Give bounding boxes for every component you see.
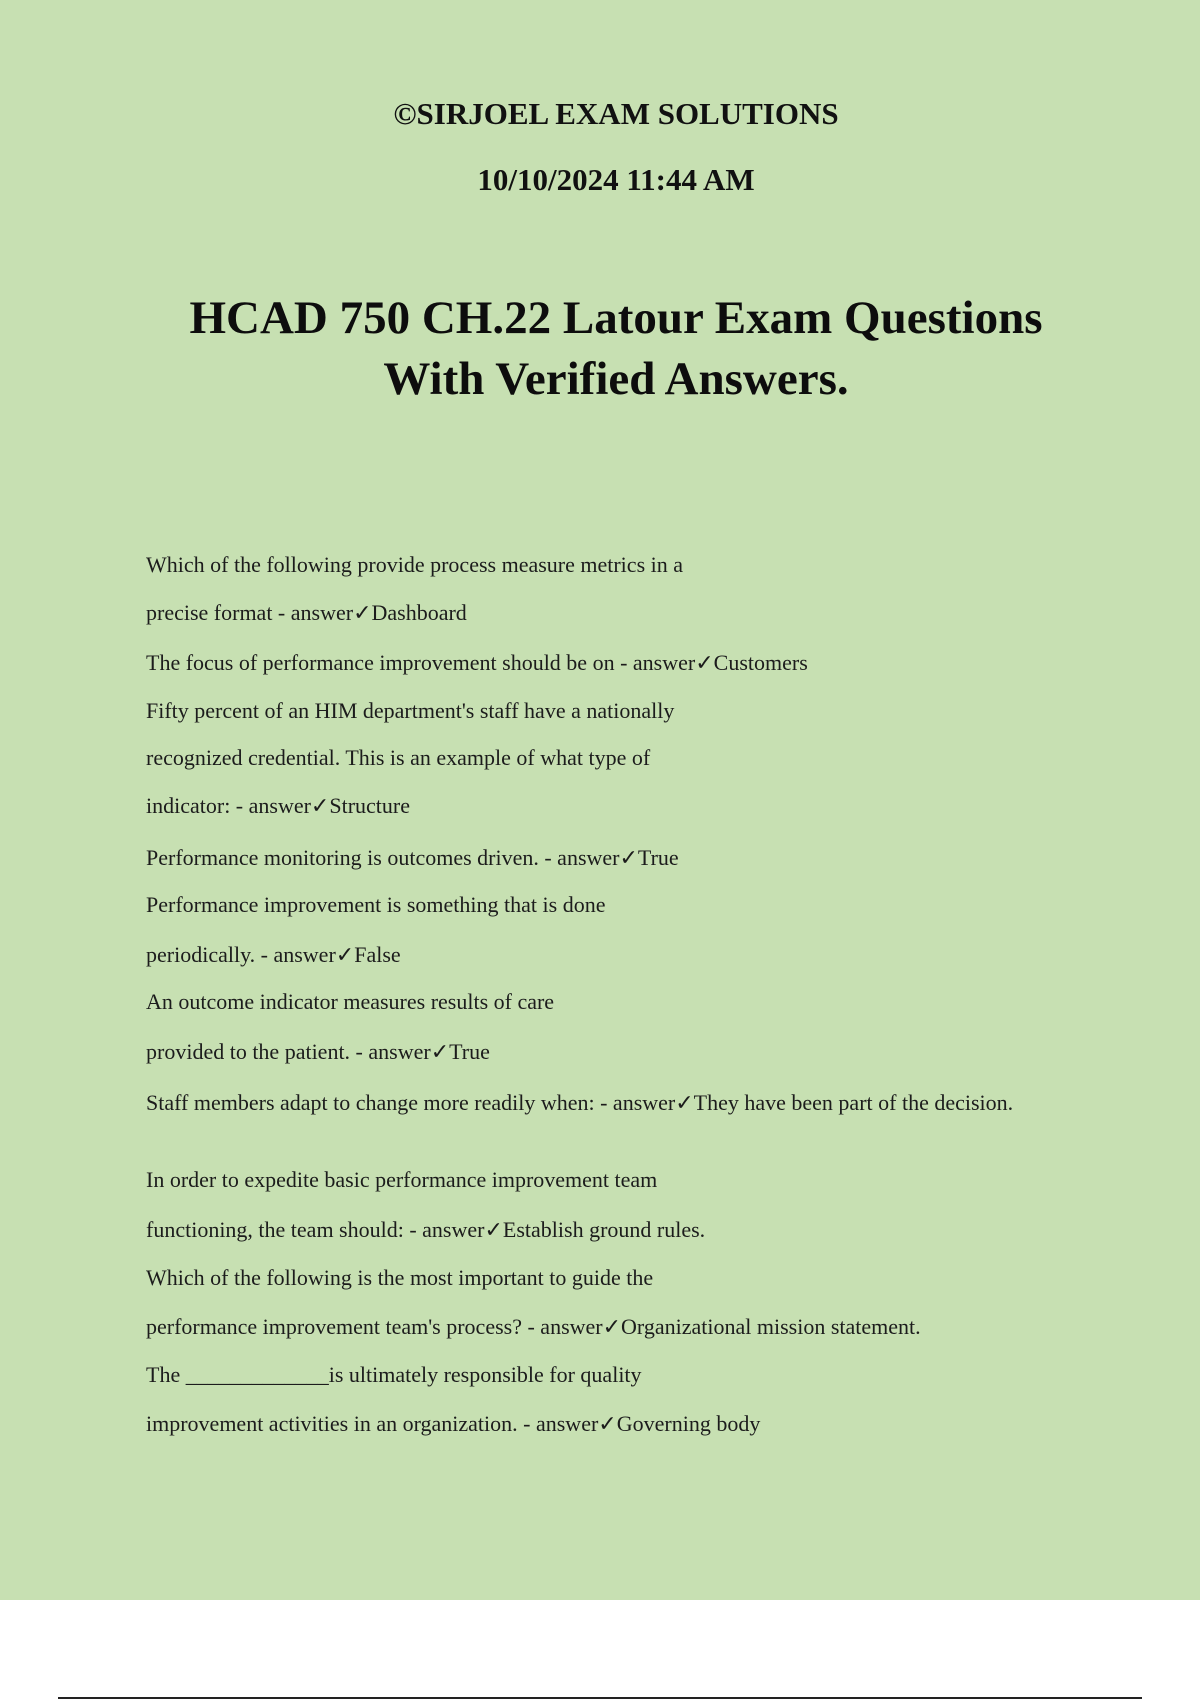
qa-line: An outcome indicator measures results of care — [146, 989, 555, 1014]
title-line-2: With Verified Answers. — [383, 353, 849, 405]
qa-line: The focus of performance improvement should be on - answer✓Customers — [146, 650, 808, 675]
qa-line: periodically. - answer✓False — [146, 942, 401, 967]
qa-line: improvement activities in an organization. - answer✓Governing body — [146, 1411, 761, 1436]
date-header: 10/10/2024 11:44 AM — [477, 162, 755, 197]
qa-line: precise format - answer✓Dashboard — [146, 600, 467, 625]
qa-line: Staff members adapt to change more readily when: - answer✓They have been part of the decision. — [146, 1090, 1014, 1115]
qa-line: recognized credential. This is an example of what type of — [146, 745, 651, 770]
qa-line: Performance monitoring is outcomes driven. - answer✓True — [146, 845, 679, 870]
qa-line: The _____________is ultimately responsible for quality — [146, 1362, 642, 1387]
brand-header: ©SIRJOEL EXAM SOLUTIONS — [393, 96, 839, 131]
qa-line: performance improvement team's process? - answer✓Organizational mission statement. — [146, 1314, 921, 1339]
qa-line: Performance improvement is something that is done — [146, 892, 606, 917]
title-line-1: HCAD 750 CH.22 Latour Exam Questions — [189, 292, 1043, 344]
bottom-divider — [58, 1697, 1142, 1699]
qa-line: In order to expedite basic performance improvement team — [146, 1167, 658, 1192]
qa-line: Fifty percent of an HIM department's staff have a nationally — [146, 698, 675, 723]
qa-line: functioning, the team should: - answer✓Establish ground rules. — [146, 1217, 706, 1242]
qa-line: indicator: - answer✓Structure — [146, 793, 411, 818]
document-title — [0, 288, 1200, 410]
qa-line: Which of the following provide process measure metrics in a — [146, 552, 684, 577]
qa-line: Which of the following is the most important to guide the — [146, 1265, 654, 1290]
qa-line: provided to the patient. - answer✓True — [146, 1039, 490, 1064]
